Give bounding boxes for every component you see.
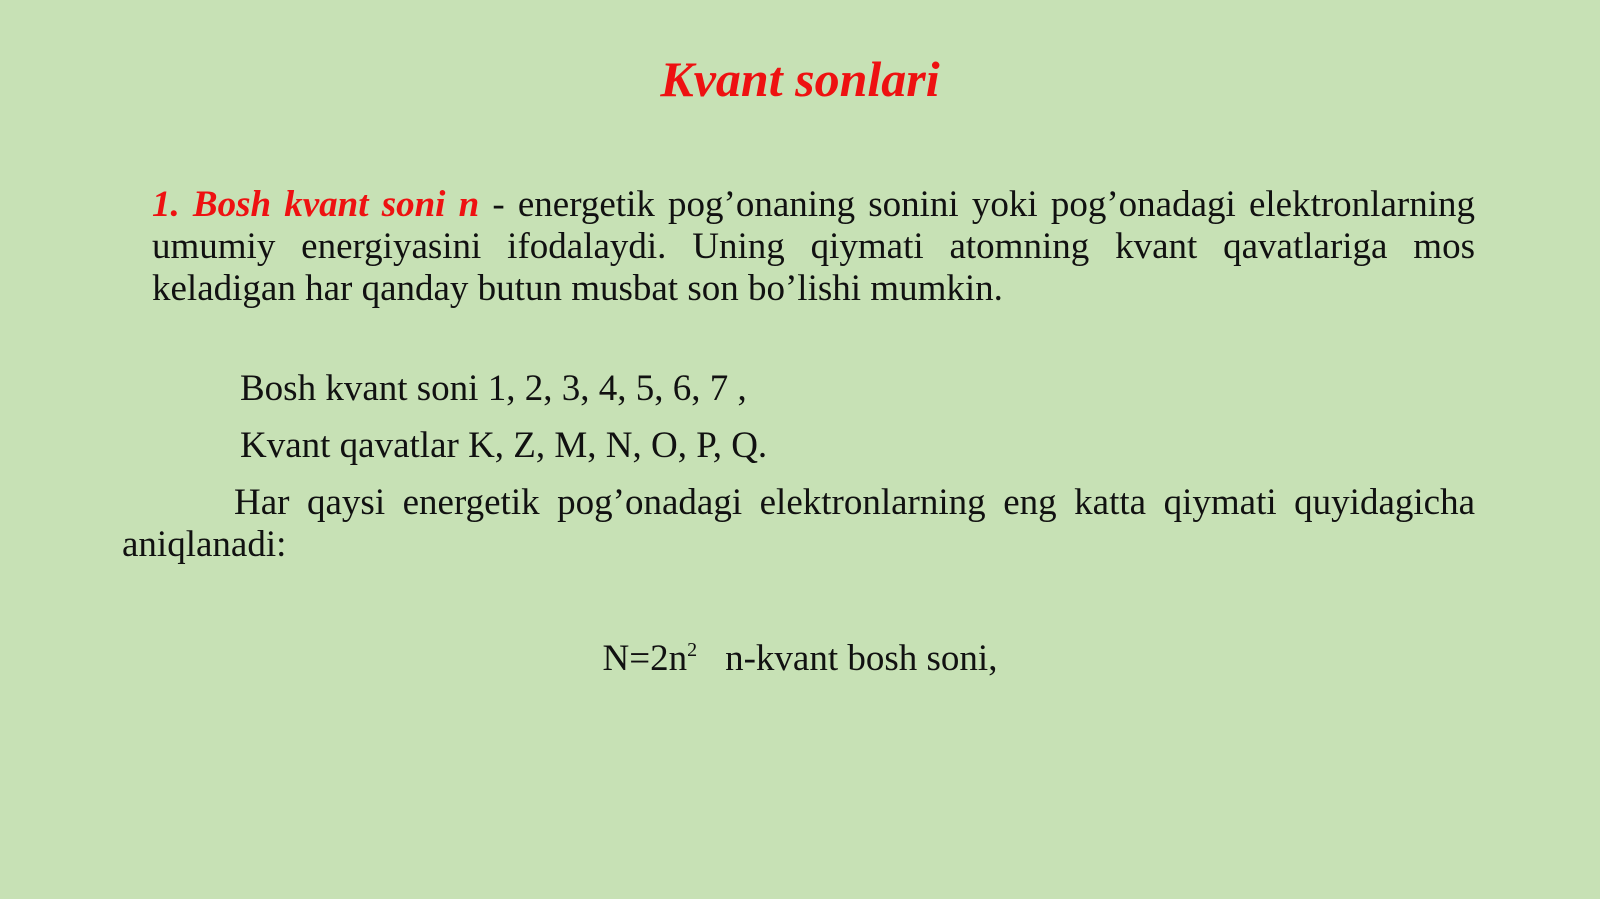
principal-quantum-values: Bosh kvant soni 1, 2, 3, 4, 5, 6, 7 , <box>240 368 747 409</box>
paragraph-max-electrons: Har qaysi energetik pog’onadagi elektronlarning eng katta qiymati quyidagicha aniqlanadi: <box>122 482 1475 565</box>
formula-description: n-kvant bosh soni, <box>725 638 998 679</box>
paragraph-lead: 1. Bosh kvant soni n <box>152 184 480 225</box>
formula <box>0 638 1600 680</box>
paragraph-principal-quantum-number <box>152 184 1475 310</box>
quantum-shells-line: Kvant qavatlar K, Z, M, N, O, P, Q. <box>240 425 768 466</box>
slide-title: Kvant sonlari <box>660 51 940 107</box>
formula-base: N=2n <box>602 638 688 679</box>
paragraph-body: - energetik pog’onaning sonini yoki pog’onadagi elektronlarning umumiy energiyasini ifodalaydi. Uning qiymati atomning kvant qavatlariga mos keladigan har qanday butun musbat son bo’lishi mumkin. <box>152 184 1475 309</box>
formula-exponent: 2 <box>687 639 698 661</box>
